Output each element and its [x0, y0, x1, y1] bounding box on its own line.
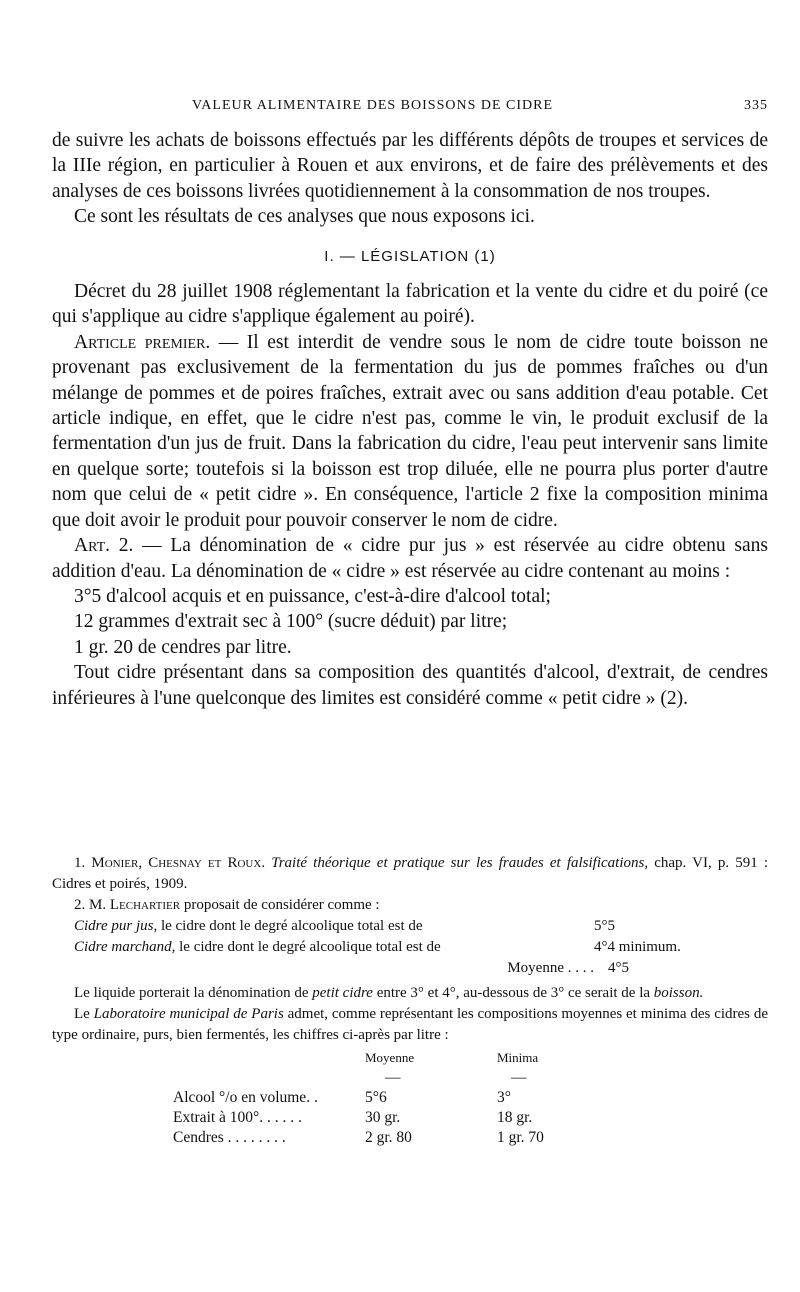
article-1-text: — Il est interdit de vendre sous le nom de cidre toute boisson ne provenant pas exclusivement de la fermentation du jus de pommes fraîches ou d'un mélange de pommes et de poires fraîches, extrait avec ou sans addition d'eau potable. Cet article indique, en effet, que le cidre n'est pas, comme le vin, le produit exclusif de la fermentation d'un jus de fruit. Dans la fabrication du cidre, l'eau peut intervenir sans limite en quelque sorte; toutefois si la boisson est trop diluée, elle ne pourra plus porter d'autre nom que celui de « petit cidre ». En conséquence, l'article 2 fixe la composition minima que doit avoir le produit pour pouvoir conserver le nom de cidre. [52, 331, 768, 531]
footnote-1-rest: chap. VI, p. 591 : Cidres et poirés, 1909. [52, 855, 768, 892]
dash: — [511, 1069, 527, 1086]
footnote-1-number: 1. [74, 855, 92, 871]
footnote-2 [52, 895, 768, 916]
table-cell: 3° [497, 1089, 511, 1106]
article-2-paragraph [52, 533, 768, 584]
table-row [167, 1108, 550, 1128]
footnote-2-row [74, 937, 768, 958]
decret-paragraph: Décret du 28 juillet 1908 réglementant la fabrication et la vente du cidre et du poiré (ce qui s'applique au cidre s'applique également au poiré). [52, 281, 768, 328]
conclusion-paragraph: Tout cidre présentant dans sa composition des quantités d'alcool, d'extrait, de cendres inférieures à l'une quelconque des limites est considéré comme « petit cidre » (2). [52, 662, 768, 709]
table-row [167, 1128, 550, 1148]
row-text: Moyenne . . . . [507, 960, 594, 976]
list-item: 1 gr. 20 de cendres par litre. [74, 636, 292, 658]
table-cell: 2 gr. 80 [365, 1129, 412, 1146]
intro-paragraph: Ce sont les résultats de ces analyses que nous exposons ici. [74, 206, 535, 228]
article-1-paragraph [52, 330, 768, 533]
row-value: 5°5 [594, 918, 615, 934]
liquide-paragraph: Le liquide porterait la dénomination de petit cidre entre 3° et 4°, au-dessous de 3° ce serait de la boisson. [74, 985, 704, 1001]
running-title: VALEUR ALIMENTAIRE DES BOISSONS DE CIDRE [192, 98, 554, 113]
table-cell: Extrait à 100°. . . . . . [173, 1109, 302, 1126]
article-1-label: Article premier. [74, 331, 211, 353]
row-text: le cidre dont le degré alcoolique total est de [157, 918, 423, 934]
table-row [167, 1088, 550, 1108]
table-cell: Cendres . . . . . . . . [173, 1129, 286, 1146]
footnotes [52, 853, 768, 1148]
table-cell: 5°6 [365, 1089, 387, 1106]
body-text [52, 128, 768, 711]
row-term: Cidre pur jus, [74, 918, 158, 934]
footnote-1-authors: Monier, Chesnay et Roux. [91, 855, 266, 871]
table-cell: 1 gr. 70 [497, 1129, 544, 1146]
table-cell: Alcool °/o en volume. . [173, 1089, 318, 1106]
footnote-2-row [74, 916, 768, 937]
list-item: 12 grammes d'extrait sec à 100° (sucre déduit) par litre; [74, 611, 508, 633]
row-term: Cidre marchand, [74, 939, 176, 955]
column-header-minima: Minima [497, 1050, 539, 1065]
composition-table [167, 1048, 550, 1148]
table-cell: 18 gr. [497, 1109, 533, 1126]
table-header-row [167, 1048, 550, 1068]
footnote-2-list [52, 916, 768, 979]
table-cell: 30 gr. [365, 1109, 401, 1126]
footnote-1-title: Traité théorique et pratique sur les fraudes et falsifications, [265, 855, 649, 871]
article-2-text: — La dénomination de « cidre pur jus » est réservée au cidre obtenu sans addition d'eau. La dénomination de « cidre » est réservée au cidre contenant au moins : [52, 535, 768, 582]
dash: — [385, 1069, 401, 1086]
footnote-2-number: 2. M. [74, 897, 110, 913]
article-2-label: Art. 2. [74, 535, 134, 557]
table-dash-row [167, 1068, 550, 1088]
row-text: le cidre dont le degré alcoolique total est de [175, 939, 441, 955]
list-item: 3°5 d'alcool acquis et en puissance, c'est-à-dire d'alcool total; [74, 585, 551, 607]
column-header-moyenne: Moyenne [365, 1050, 415, 1065]
laboratoire-paragraph: Le Laboratoire municipal de Paris admet, comme représentant les compositions moyennes et minima des cidres de type ordinaire, purs, bien fermentés, les chiffres ci-après par litre : [52, 1006, 769, 1043]
footnote-1 [52, 853, 768, 895]
footnote-2-rest: proposait de considérer comme : [180, 897, 380, 913]
intro-paragraph: de suivre les achats de boissons effectués par les différents dépôts de troupes et services de la IIIe région, en particulier à Rouen et aux environs, et de faire des prélèvements et des analyses de ces boissons livrées quotidiennement à la consommation de nos troupes. [52, 130, 768, 202]
row-value: 4°4 minimum. [594, 939, 681, 955]
footnote-2-row [74, 958, 768, 979]
row-value: 4°5 [608, 960, 629, 976]
section-title: I. — LÉGISLATION (1) [324, 247, 496, 265]
page-number: 335 [744, 98, 768, 113]
footnote-2-author: Lechartier [109, 897, 181, 913]
